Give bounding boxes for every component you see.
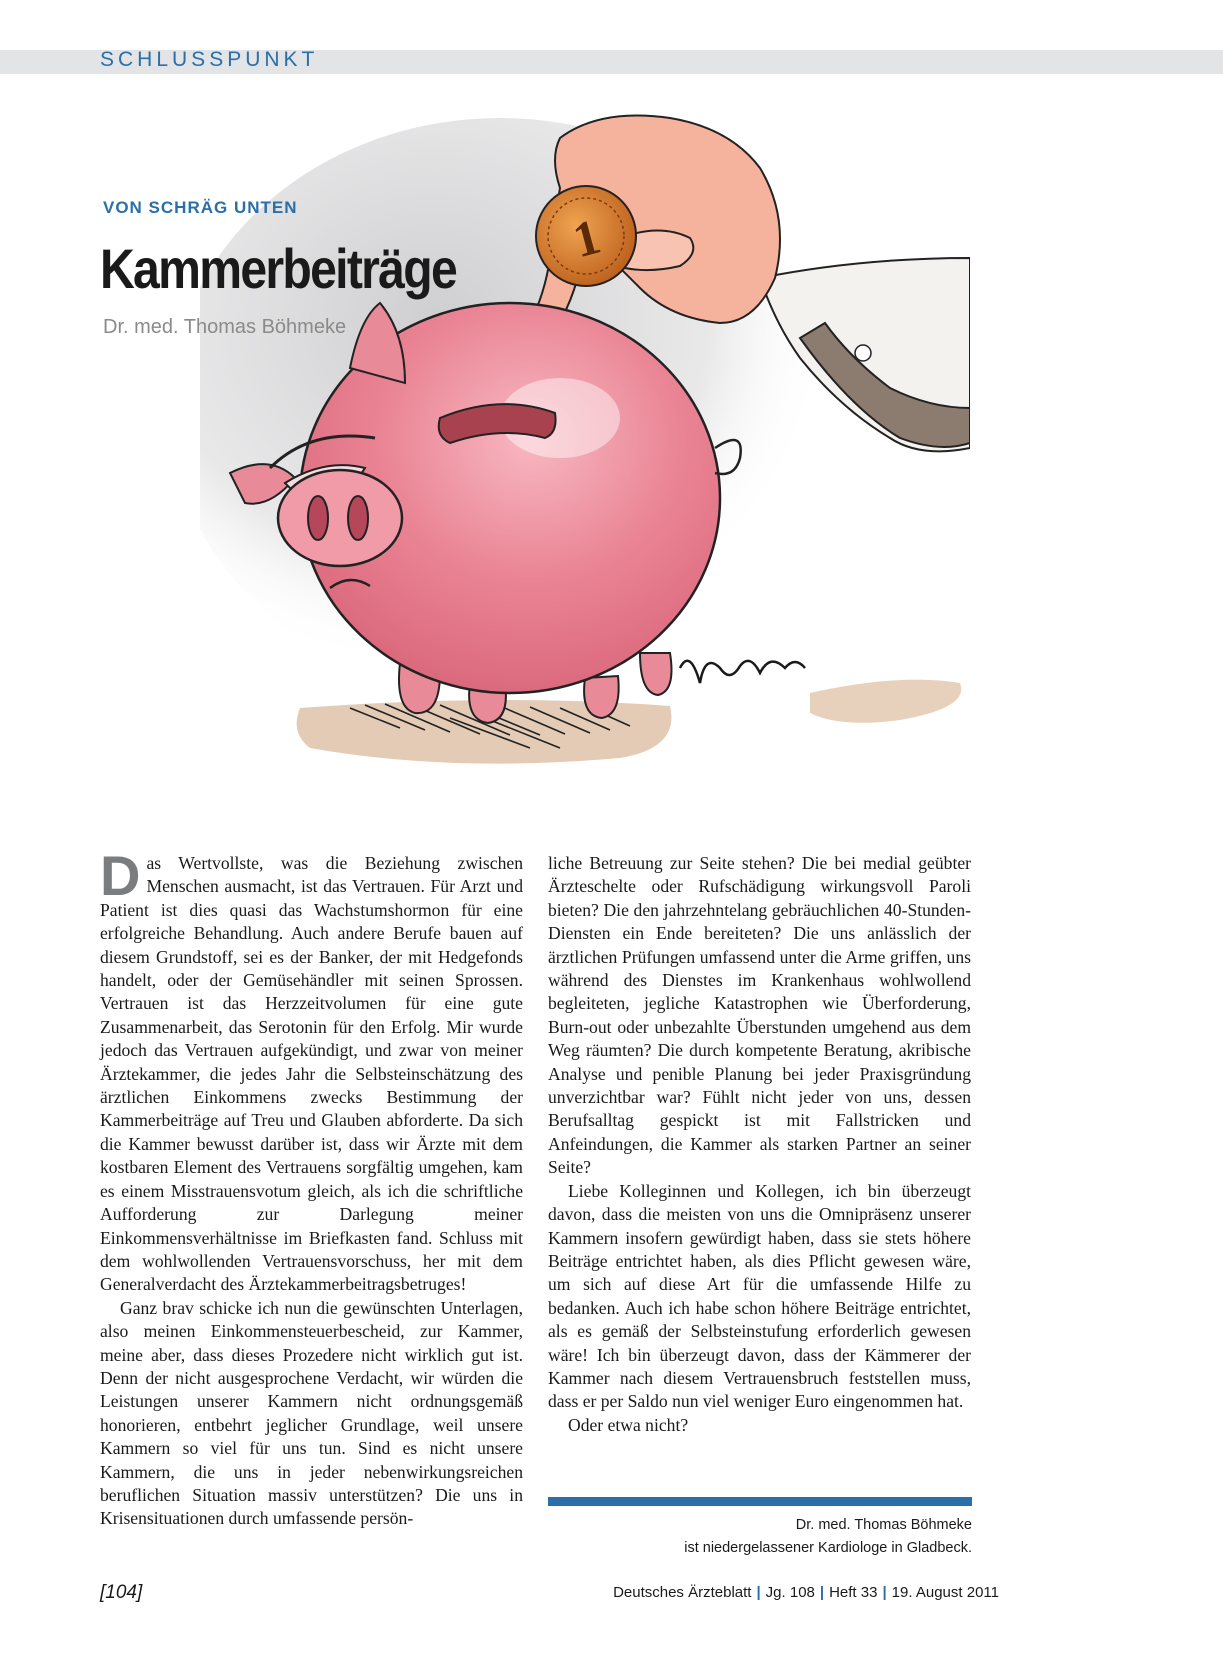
pig-snout: [278, 470, 402, 566]
separator: |: [756, 1584, 761, 1601]
bio-divider: [548, 1497, 972, 1506]
paragraph: Das Wertvollste, was die Beziehung zwischen Menschen ausmacht, ist das Vertrauen. Für Arzt und Patient ist dies quasi das Wachstumshormon für eine erfolgreiche Behandlung. Auch andere Berufe bauen auf diesem Grundstoff, sei es der Banker, der mit Hedgefonds handelt, oder der Gemüsehändler mit seinen Sprossen. Vertrauen ist das Herzzeitvolumen für eine gute Zusammenarbeit, das Serotonin für den Erfolg. Mir wurde jedoch das Vertrauen aufgekündigt, und zwar von meiner Ärztekammer, die jedes Jahr die Selbsteinschätzung des ärztlichen Einkommens zwecks Bestimmung der Kammerbeiträge auf Treu und Glauben abforderte. Da sich die Kammer bewusst darüber ist, dass wir Ärzte mit dem kostbaren Element des Vertrauens sorgfältig umgehen, kam es einem Misstrauensvotum gleich, als ich die schriftliche Aufforderung zur Darlegung meiner Einkommensverhältnisse im Briefkasten fand. Schluss mit dem wohlwollenden Vertrauensvorschuss, her mit dem Generalverdacht des Ärztekammerbeitragsbetruges!: [100, 844, 523, 1295]
page-number: [104]: [100, 1582, 143, 1603]
paragraph: Oder etwa nicht?: [568, 1414, 689, 1435]
bio-name: Dr. med. Thomas Böhmeke: [795, 1517, 972, 1533]
section-label: SCHLUSSPUNKT: [100, 48, 319, 71]
article-title: Kammerbeiträge: [100, 237, 457, 300]
bio-description: ist niedergelassener Kardiologe in Gladbeck.: [684, 1540, 972, 1556]
article-author: Dr. med. Thomas Böhmeke: [103, 316, 347, 338]
coin-icon: [536, 186, 636, 286]
drop-cap: D: [100, 844, 141, 907]
paragraph: Liebe Kolleginnen und Kollegen, ich bin überzeugt davon, dass die meisten von uns die Omnipräsenz unserer Kammern insofern gewürdigt haben, dass sie stets höhere Beiträge entrichtet haben, als dies Pflicht gewesen wäre, um sich auf diese Art für die umfassende Hilfe zu bedanken. Auch ich habe schon höhere Beiträge entrichtet, als es gemäß der Selbsteinstufung erforderlich gewesen wäre! Ich bin überzeugt davon, dass der Kämmerer der Kammer nach diesem Vertrauensbruch feststellen muss, dass er per Saldo nun viel weniger Euro eingenommen hat.: [548, 1180, 971, 1412]
pig-nostril-right: [348, 496, 368, 540]
pig-nostril-left: [308, 496, 328, 540]
journal-issue: Heft 33: [829, 1584, 878, 1601]
cufflink-icon: [855, 345, 871, 361]
paragraph: liche Betreuung zur Seite stehen? Die bei medial geübter Ärzteschelte oder Rufschädigung wirkungsvoll Paroli bieten? Die den jahrzehntelang gebräuchlichen 40-Stunden-Diensten ein Ende bereiteten? Die uns anlässlich der ärztlichen Prüfungen umfassend unter die Arme griffen, uns während des Dienstes im Krankenhaus wohlwollend begleiteten, jegliche Katastrophen wie Überforderung, Burn-out oder unbezahlte Überstunden umgehend aus dem Weg räumten? Die durch kompetente Beratung, akribische Analyse und penible Planung bei jeder Praxisgründung unverzichtbar war? Fühlt nicht jeder von uns, dessen Berufsalltag gespickt ist mit Fallstricken und Anfeindungen, die Kammer als starken Partner an seiner Seite?: [548, 853, 971, 1178]
author-bio: [548, 1514, 972, 1560]
svg-text:1: 1: [567, 207, 606, 269]
artist-signature: [680, 661, 805, 683]
article-kicker: VON SCHRÄG UNTEN: [103, 198, 298, 217]
journal-date: 19. August 2011: [891, 1584, 999, 1601]
journal-volume: Jg. 108: [765, 1584, 815, 1601]
article-column-right: [548, 852, 971, 1437]
separator: |: [882, 1584, 887, 1601]
paragraph: Ganz brav schicke ich nun die gewünschten Unterlagen, also meinen Einkommensteuerbescheid, zur Kammer, meine aber, dass dieses Prozedere nicht wirklich gut ist. Denn der nicht ausgesprochene Verdacht, wir würden die Leistungen unserer Kammern nicht ordnungsgemäß honorieren, entbehrt jeglicher Grundlage, weil unsere Kammern so viel für uns tun. Sind es nicht unsere Kammern, die uns in jeder nebenwirkungsreichen beruflichen Situation massiv unterstützen? Die uns in Krisensituationen durch umfassende persön-: [100, 1297, 523, 1529]
separator: |: [819, 1584, 825, 1601]
journal-info: [613, 1584, 999, 1601]
piggy-bank-illustration: [200, 108, 970, 798]
article-column-left: [100, 844, 523, 1531]
floor-shadow-right: [810, 680, 961, 723]
journal-name: Deutsches Ärzteblatt: [613, 1584, 752, 1601]
